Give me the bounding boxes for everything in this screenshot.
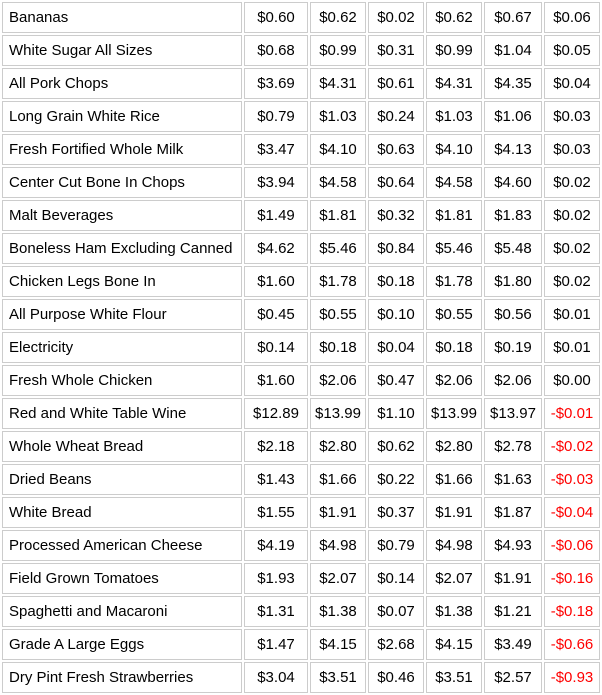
price-cell: $0.84 [368,233,424,264]
price-cell: $4.15 [310,629,366,660]
price-cell: $3.51 [310,662,366,693]
price-cell: $0.19 [484,332,542,363]
table-row [2,167,600,198]
price-cell: $2.06 [484,365,542,396]
price-cell: $5.48 [484,233,542,264]
price-cell: $1.78 [426,266,482,297]
price-cell: -$0.66 [544,629,600,660]
price-cell: $1.03 [310,101,366,132]
price-cell: $4.62 [244,233,308,264]
table-row [2,530,600,561]
table-row [2,497,600,528]
price-cell: $1.91 [426,497,482,528]
price-cell: $4.13 [484,134,542,165]
price-cell: $3.69 [244,68,308,99]
item-name-cell: Electricity [2,332,242,363]
price-cell: $0.01 [544,299,600,330]
price-cell: $4.31 [426,68,482,99]
table-row [2,398,600,429]
item-name-cell: Processed American Cheese [2,530,242,561]
price-cell: $0.07 [368,596,424,627]
price-cell: $0.55 [310,299,366,330]
table-row [2,629,600,660]
item-name-cell: Malt Beverages [2,200,242,231]
price-cell: $1.10 [368,398,424,429]
price-cell: $1.93 [244,563,308,594]
price-cell: $1.06 [484,101,542,132]
price-cell: $2.78 [484,431,542,462]
price-cell: $3.04 [244,662,308,693]
price-cell: $13.99 [310,398,366,429]
price-cell: $0.18 [368,266,424,297]
price-cell: $0.10 [368,299,424,330]
price-cell: $4.10 [310,134,366,165]
price-cell: $0.18 [426,332,482,363]
price-cell: -$0.16 [544,563,600,594]
price-cell: $1.49 [244,200,308,231]
price-cell: $4.98 [426,530,482,561]
price-cell: $4.60 [484,167,542,198]
price-cell: $1.91 [484,563,542,594]
price-cell: $0.99 [426,35,482,66]
price-cell: $3.49 [484,629,542,660]
price-cell: $2.68 [368,629,424,660]
price-cell: $4.19 [244,530,308,561]
table-row [2,266,600,297]
item-name-cell: Fresh Fortified Whole Milk [2,134,242,165]
item-name-cell: Spaghetti and Macaroni [2,596,242,627]
item-name-cell: Center Cut Bone In Chops [2,167,242,198]
price-cell: -$0.03 [544,464,600,495]
price-cell: -$0.06 [544,530,600,561]
price-cell: $3.94 [244,167,308,198]
price-cell: $1.38 [426,596,482,627]
price-cell: $1.55 [244,497,308,528]
table-row [2,101,600,132]
price-cell: $0.18 [310,332,366,363]
price-cell: $4.35 [484,68,542,99]
price-cell: $0.68 [244,35,308,66]
price-cell: $0.67 [484,2,542,33]
price-cell: $0.03 [544,101,600,132]
price-cell: $3.51 [426,662,482,693]
price-cell: -$0.02 [544,431,600,462]
item-name-cell: Fresh Whole Chicken [2,365,242,396]
price-cell: $4.58 [310,167,366,198]
price-cell: $2.57 [484,662,542,693]
price-cell: $1.66 [310,464,366,495]
price-cell: $0.56 [484,299,542,330]
table-row [2,596,600,627]
price-cell: $0.47 [368,365,424,396]
price-cell: $1.81 [310,200,366,231]
item-name-cell: Boneless Ham Excluding Canned [2,233,242,264]
price-cell: $0.02 [544,233,600,264]
price-cell: $4.93 [484,530,542,561]
price-cell: $4.10 [426,134,482,165]
price-cell: $2.07 [310,563,366,594]
item-name-cell: Bananas [2,2,242,33]
price-cell: $1.81 [426,200,482,231]
price-cell: $1.83 [484,200,542,231]
item-name-cell: All Pork Chops [2,68,242,99]
price-cell: $0.55 [426,299,482,330]
table-row [2,662,600,693]
price-cell: $2.07 [426,563,482,594]
item-name-cell: Long Grain White Rice [2,101,242,132]
price-cell: $2.06 [310,365,366,396]
item-name-cell: Field Grown Tomatoes [2,563,242,594]
item-name-cell: All Purpose White Flour [2,299,242,330]
price-cell: $0.61 [368,68,424,99]
price-cell: $0.22 [368,464,424,495]
price-cell: $5.46 [310,233,366,264]
price-cell: $4.98 [310,530,366,561]
price-cell: $4.15 [426,629,482,660]
price-cell: $4.31 [310,68,366,99]
price-cell: $13.99 [426,398,482,429]
price-cell: $0.45 [244,299,308,330]
table-row [2,134,600,165]
table-row [2,2,600,33]
price-cell: $0.04 [368,332,424,363]
price-cell: $0.62 [368,431,424,462]
price-cell: $1.87 [484,497,542,528]
item-name-cell: Chicken Legs Bone In [2,266,242,297]
price-cell: $1.31 [244,596,308,627]
price-cell: $0.79 [368,530,424,561]
price-cell: $0.02 [544,200,600,231]
price-cell: $0.79 [244,101,308,132]
price-cell: $1.47 [244,629,308,660]
price-cell: $3.47 [244,134,308,165]
price-cell: $0.32 [368,200,424,231]
table-row [2,233,600,264]
price-cell: $1.91 [310,497,366,528]
price-cell: $0.03 [544,134,600,165]
price-cell: $0.14 [368,563,424,594]
table-row [2,464,600,495]
price-cell: $0.02 [544,266,600,297]
price-cell: $1.66 [426,464,482,495]
price-cell: $0.46 [368,662,424,693]
price-cell: $0.64 [368,167,424,198]
item-name-cell: Dry Pint Fresh Strawberries [2,662,242,693]
price-cell: $1.04 [484,35,542,66]
table-row [2,332,600,363]
price-cell: $0.24 [368,101,424,132]
price-cell: $0.02 [544,167,600,198]
price-cell: $1.80 [484,266,542,297]
price-cell: $0.60 [244,2,308,33]
price-cell: $0.37 [368,497,424,528]
table-row [2,365,600,396]
price-cell: $2.06 [426,365,482,396]
price-cell: -$0.18 [544,596,600,627]
price-cell: $1.38 [310,596,366,627]
price-cell: $1.60 [244,365,308,396]
price-cell: $1.03 [426,101,482,132]
price-cell: $1.78 [310,266,366,297]
price-cell: $2.80 [310,431,366,462]
price-cell: $0.04 [544,68,600,99]
price-cell: $5.46 [426,233,482,264]
table-row [2,35,600,66]
price-cell: $0.01 [544,332,600,363]
price-cell: $12.89 [244,398,308,429]
item-name-cell: White Sugar All Sizes [2,35,242,66]
price-table-body [2,2,600,693]
price-cell: -$0.01 [544,398,600,429]
price-cell: $4.58 [426,167,482,198]
price-cell: $1.21 [484,596,542,627]
price-cell: $0.00 [544,365,600,396]
price-cell: $0.99 [310,35,366,66]
price-cell: $13.97 [484,398,542,429]
price-cell: $1.63 [484,464,542,495]
table-row [2,299,600,330]
price-cell: $0.05 [544,35,600,66]
item-name-cell: Red and White Table Wine [2,398,242,429]
price-cell: $0.14 [244,332,308,363]
price-cell: $0.02 [368,2,424,33]
price-cell: $0.06 [544,2,600,33]
price-cell: $0.31 [368,35,424,66]
price-cell: $2.80 [426,431,482,462]
price-cell: $2.18 [244,431,308,462]
table-row [2,200,600,231]
price-cell: -$0.04 [544,497,600,528]
table-row [2,563,600,594]
item-name-cell: White Bread [2,497,242,528]
price-cell: $0.62 [426,2,482,33]
table-row [2,431,600,462]
price-cell: $1.43 [244,464,308,495]
price-cell: $0.62 [310,2,366,33]
item-name-cell: Dried Beans [2,464,242,495]
price-cell: -$0.93 [544,662,600,693]
table-row [2,68,600,99]
price-cell: $0.63 [368,134,424,165]
item-name-cell: Grade A Large Eggs [2,629,242,660]
item-name-cell: Whole Wheat Bread [2,431,242,462]
price-cell: $1.60 [244,266,308,297]
